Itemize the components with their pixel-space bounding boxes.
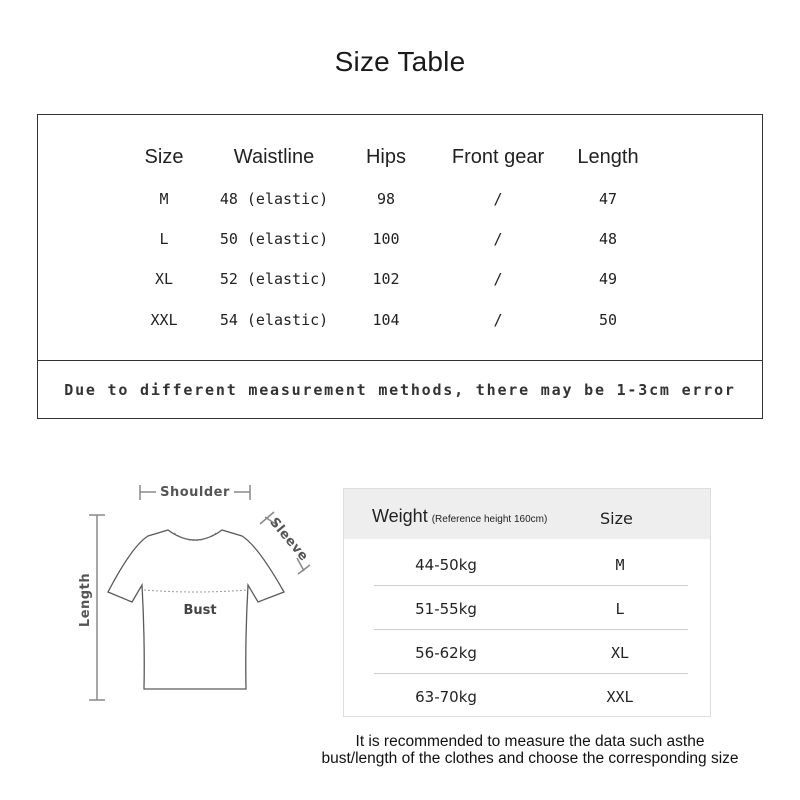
cell-waistline: 48 (elastic) — [219, 190, 329, 208]
header-weight: Weight — [372, 506, 428, 526]
weight-size-table — [343, 488, 711, 717]
header-weight-wrap — [372, 506, 547, 527]
cell-waistline: 52 (elastic) — [219, 270, 329, 288]
table-row — [38, 230, 762, 260]
header-length: Length — [577, 146, 639, 168]
header-size: Size — [144, 146, 184, 168]
size-table-box — [37, 114, 763, 419]
table-divider — [38, 360, 762, 361]
cell-size: XXL — [150, 311, 178, 329]
table-row — [374, 674, 688, 718]
table-row — [38, 190, 762, 220]
cell-front-gear: / — [493, 190, 503, 208]
cell-length: 50 — [598, 311, 618, 329]
table-row — [38, 311, 762, 341]
cell-size: M — [615, 556, 625, 574]
header-front-gear: Front gear — [451, 146, 545, 168]
header-hips: Hips — [365, 146, 407, 168]
page-title: Size Table — [334, 46, 466, 77]
recommendation-line-2: bust/length of the clothes and choose the corresponding size — [321, 750, 739, 767]
measurement-note: Due to different measurement methods, there may be 1-3cm error — [64, 381, 736, 399]
cell-weight: 44-50kg — [415, 556, 477, 574]
cell-hips: 104 — [372, 311, 400, 329]
cell-length: 47 — [598, 190, 618, 208]
cell-front-gear: / — [493, 230, 503, 248]
cell-size: XL — [154, 270, 174, 288]
cell-waistline: 50 (elastic) — [219, 230, 329, 248]
cell-weight: 63-70kg — [415, 688, 477, 706]
bust-label: Bust — [183, 603, 217, 618]
length-label: Length — [78, 572, 93, 628]
cell-size: XXL — [606, 688, 634, 706]
cell-size: XL — [610, 644, 630, 662]
cell-length: 49 — [598, 270, 618, 288]
cell-waistline: 54 (elastic) — [219, 311, 329, 329]
table-row — [374, 586, 688, 630]
header-size: Size — [600, 509, 633, 528]
cell-weight: 51-55kg — [415, 600, 477, 618]
table-row — [374, 630, 688, 674]
cell-size: L — [615, 600, 625, 618]
shoulder-label: Shoulder — [160, 485, 230, 500]
cell-size: L — [159, 230, 169, 248]
cell-weight: 56-62kg — [415, 644, 477, 662]
header-waistline: Waistline — [233, 146, 315, 168]
cell-hips: 100 — [372, 230, 400, 248]
table-row — [374, 542, 688, 586]
size-table-header-row — [38, 146, 762, 176]
cell-front-gear: / — [493, 270, 503, 288]
recommendation-line-1: It is recommended to measure the data such asthe — [355, 733, 705, 750]
weight-table-header — [344, 489, 710, 539]
tshirt-diagram — [60, 470, 330, 720]
header-reference-height: (Reference height 160cm) — [431, 514, 548, 525]
cell-length: 48 — [598, 230, 618, 248]
cell-size: M — [159, 190, 169, 208]
recommendation-text — [290, 733, 770, 767]
table-row — [38, 270, 762, 300]
sleeve-label: Sleeve — [266, 515, 312, 565]
cell-front-gear: / — [493, 311, 503, 329]
cell-hips: 102 — [372, 270, 400, 288]
cell-hips: 98 — [376, 190, 396, 208]
